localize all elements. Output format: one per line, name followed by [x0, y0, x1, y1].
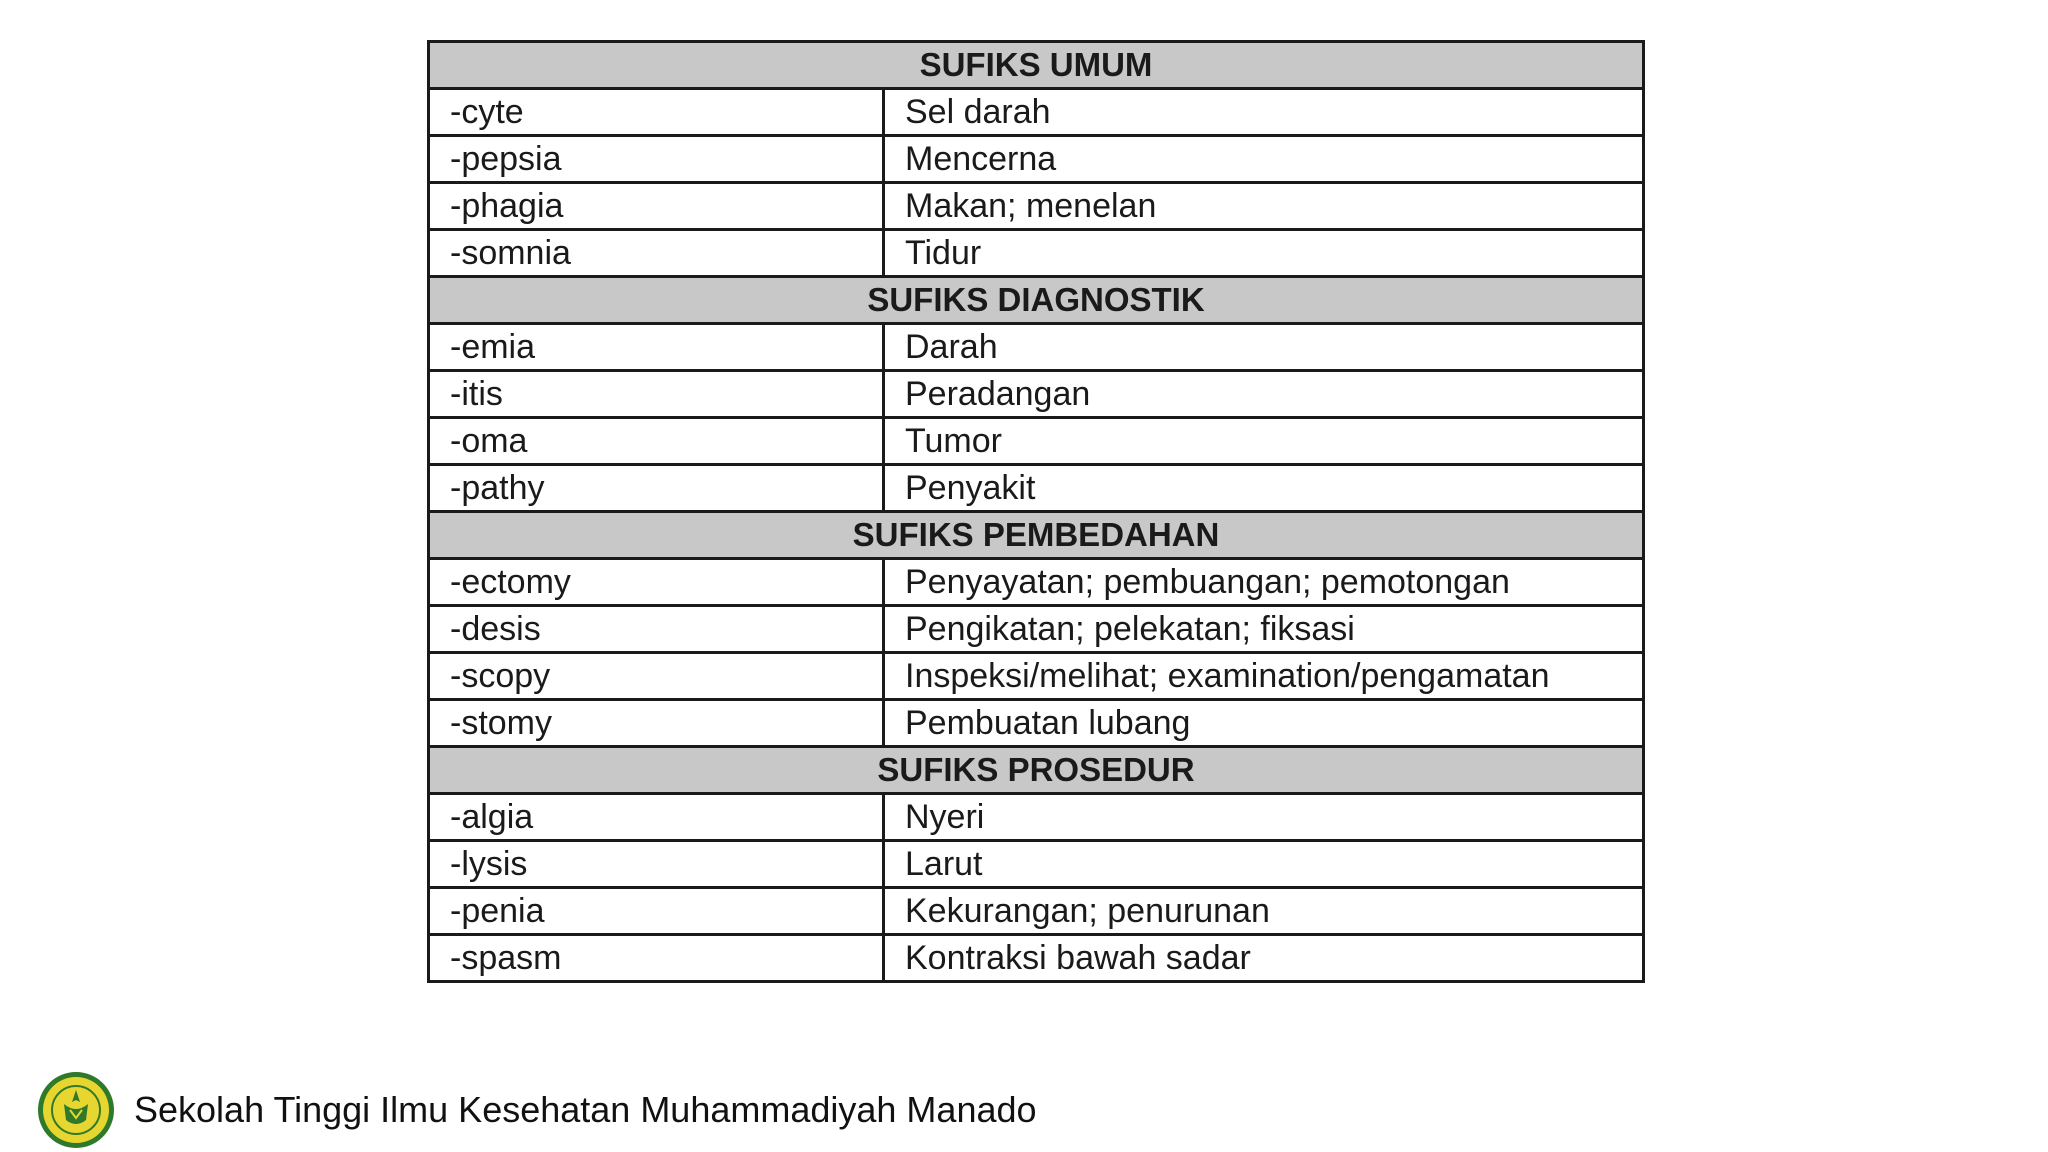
table-row	[429, 371, 1644, 418]
meaning-cell: Makan; menelan	[884, 183, 1644, 230]
table-row	[429, 841, 1644, 888]
meaning-cell: Mencerna	[884, 136, 1644, 183]
meaning-cell: Tidur	[884, 230, 1644, 277]
meaning-cell: Larut	[884, 841, 1644, 888]
table-row	[429, 794, 1644, 841]
table-row	[429, 559, 1644, 606]
table-row	[429, 700, 1644, 747]
suffix-cell: -desis	[429, 606, 884, 653]
meaning-cell: Sel darah	[884, 89, 1644, 136]
suffix-cell: -pepsia	[429, 136, 884, 183]
suffix-cell: -spasm	[429, 935, 884, 982]
section-title: SUFIKS PEMBEDAHAN	[429, 512, 1644, 559]
meaning-cell: Darah	[884, 324, 1644, 371]
meaning-cell: Inspeksi/melihat; examination/pengamatan	[884, 653, 1644, 700]
suffix-cell: -emia	[429, 324, 884, 371]
suffix-cell: -phagia	[429, 183, 884, 230]
table-row	[429, 324, 1644, 371]
meaning-cell: Peradangan	[884, 371, 1644, 418]
meaning-cell: Penyayatan; pembuangan; pemotongan	[884, 559, 1644, 606]
table-row	[429, 606, 1644, 653]
section-title: SUFIKS PROSEDUR	[429, 747, 1644, 794]
suffix-table	[427, 40, 1645, 983]
meaning-cell: Pengikatan; pelekatan; fiksasi	[884, 606, 1644, 653]
meaning-cell: Nyeri	[884, 794, 1644, 841]
table-row	[429, 935, 1644, 982]
suffix-cell: -scopy	[429, 653, 884, 700]
table-row	[429, 89, 1644, 136]
section-header-row	[429, 42, 1644, 89]
footer	[36, 1070, 1037, 1150]
table-row	[429, 418, 1644, 465]
suffix-cell: -pathy	[429, 465, 884, 512]
meaning-cell: Tumor	[884, 418, 1644, 465]
meaning-cell: Kontraksi bawah sadar	[884, 935, 1644, 982]
suffix-cell: -cyte	[429, 89, 884, 136]
meaning-cell: Kekurangan; penurunan	[884, 888, 1644, 935]
section-header-row	[429, 512, 1644, 559]
suffix-table-body	[429, 42, 1644, 982]
section-title: SUFIKS DIAGNOSTIK	[429, 277, 1644, 324]
meaning-cell: Pembuatan lubang	[884, 700, 1644, 747]
institution-logo-icon	[36, 1070, 116, 1150]
suffix-cell: -itis	[429, 371, 884, 418]
institution-name: Sekolah Tinggi Ilmu Kesehatan Muhammadiyah Manado	[134, 1089, 1037, 1130]
table-row	[429, 183, 1644, 230]
suffix-cell: -algia	[429, 794, 884, 841]
suffix-cell: -lysis	[429, 841, 884, 888]
table-row	[429, 230, 1644, 277]
suffix-cell: -stomy	[429, 700, 884, 747]
section-title: SUFIKS UMUM	[429, 42, 1644, 89]
table-row	[429, 653, 1644, 700]
table-row	[429, 136, 1644, 183]
table-row	[429, 888, 1644, 935]
suffix-cell: -penia	[429, 888, 884, 935]
meaning-cell: Penyakit	[884, 465, 1644, 512]
suffix-cell: -somnia	[429, 230, 884, 277]
table-row	[429, 465, 1644, 512]
suffix-cell: -oma	[429, 418, 884, 465]
suffix-cell: -ectomy	[429, 559, 884, 606]
section-header-row	[429, 277, 1644, 324]
section-header-row	[429, 747, 1644, 794]
